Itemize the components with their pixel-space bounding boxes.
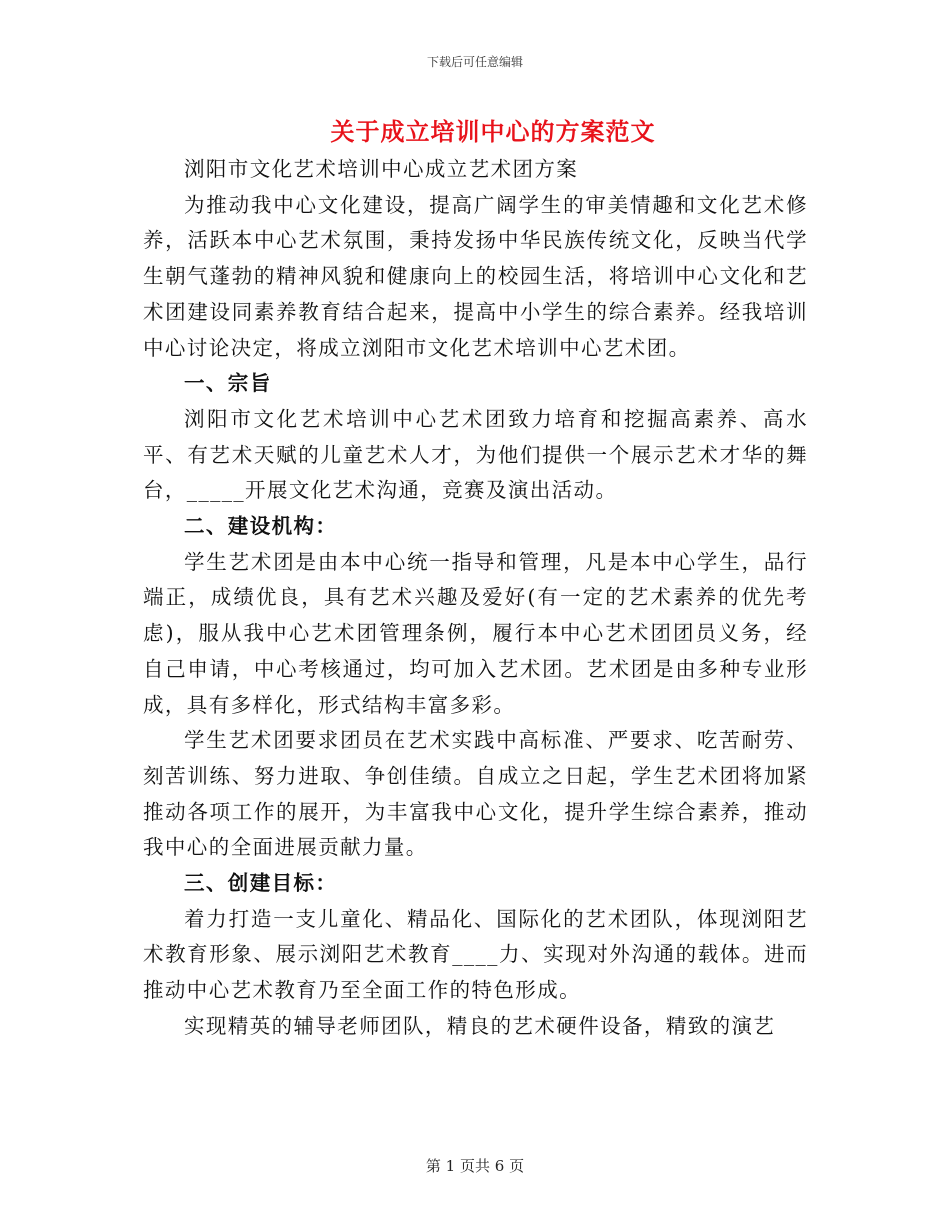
purpose-paragraph: 浏阳市文化艺术培训中心艺术团致力培育和挖掘高素养、高水平、有艺术天赋的儿童艺术人才，为他们提供一个展示艺术才华的舞台，_____开展文化艺术沟通，竞赛及演出活动。 (143, 406, 808, 503)
page-number-footer: 第 1 页共 6 页 (425, 1157, 525, 1175)
document-title: 关于成立培训中心的方案范文 (330, 117, 656, 146)
organization-paragraph-2: 学生艺术团要求团员在艺术实践中高标准、严要求、吃苦耐劳、刻苦训练、努力进取、争创佳绩。自成立之日起，学生艺术团将加紧推动各项工作的展开，为丰富我中心文化，提升学生综合素养，推动我中心的全面进展贡献力量。 (143, 728, 808, 860)
section-heading-purpose: 一、宗旨 (184, 371, 272, 396)
page-header-note: 下载后可任意编辑 (426, 55, 523, 69)
section-heading-goals: 三、创建目标： (184, 871, 338, 896)
document-body (143, 152, 808, 1045)
section-heading-organization: 二、建设机构： (184, 514, 338, 539)
intro-paragraph: 为推动我中心文化建设，提高广阔学生的审美情趣和文化艺术修养，活跃本中心艺术氛围，秉持发扬中华民族传统文化，反映当代学生朝气蓬勃的精神风貌和健康向上的校园生活，将培训中心文化和艺术团建设同素养教育结合起来，提高中小学生的综合素养。经我培训中心讨论决定，将成立浏阳市文化艺术培训中心艺术团。 (143, 192, 808, 360)
organization-paragraph-1: 学生艺术团是由本中心统一指导和管理，凡是本中心学生，品行端正，成绩优良，具有艺术兴趣及爱好(有一定的艺术素养的优先考虑)，服从我中心艺术团管理条例，履行本中心艺术团团员义务，经自己申请，中心考核通过，均可加入艺术团。艺术团是由多种专业形成，具有多样化，形式结构丰富多彩。 (143, 549, 808, 717)
subtitle-line: 浏阳市文化艺术培训中心成立艺术团方案 (184, 157, 579, 181)
goals-paragraph-1: 着力打造一支儿童化、精品化、国际化的艺术团队，体现浏阳艺术教育形象、展示浏阳艺术教育____力、实现对外沟通的载体。进而推动中心艺术教育乃至全面工作的特色形成。 (143, 906, 808, 1003)
goals-paragraph-2: 实现精英的辅导老师团队，精良的艺术硬件设备，精致的演艺 (184, 1013, 776, 1038)
